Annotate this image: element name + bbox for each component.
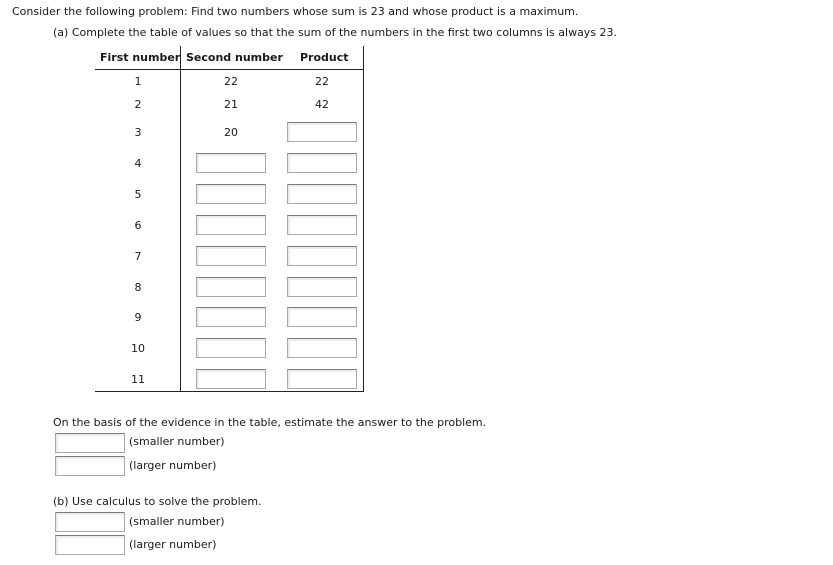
part-b-instruction: (b) Use calculus to solve the problem. (53, 495, 262, 508)
table-divider-vertical (180, 46, 181, 392)
first-number-cell: 9 (134, 311, 142, 324)
second-number-input[interactable] (196, 307, 266, 327)
product-input[interactable] (287, 338, 357, 358)
estimate-smaller-input[interactable] (55, 433, 125, 453)
header-second-number: Second number (186, 51, 283, 64)
table-bottom-rule (95, 391, 364, 392)
product-cell: 22 (315, 75, 329, 88)
product-input[interactable] (287, 307, 357, 327)
calculus-smaller-input[interactable] (55, 512, 125, 532)
table-header-rule (95, 69, 364, 70)
first-number-cell: 11 (131, 373, 145, 386)
second-number-input[interactable] (196, 369, 266, 389)
product-input[interactable] (287, 153, 357, 173)
first-number-cell: 3 (134, 126, 142, 139)
header-first-number: First number (100, 51, 181, 64)
product-input[interactable] (287, 184, 357, 204)
second-number-cell: 20 (224, 126, 238, 139)
calculus-larger-input[interactable] (55, 535, 125, 555)
first-number-cell: 10 (131, 342, 145, 355)
calculus-larger-label: (larger number) (129, 538, 217, 551)
first-number-cell: 1 (134, 75, 142, 88)
first-number-cell: 5 (134, 188, 142, 201)
second-number-cell: 21 (224, 98, 238, 111)
second-number-input[interactable] (196, 215, 266, 235)
second-number-input[interactable] (196, 184, 266, 204)
first-number-cell: 2 (134, 98, 142, 111)
product-cell: 42 (315, 98, 329, 111)
estimate-smaller-label: (smaller number) (129, 435, 225, 448)
part-a-instruction: (a) Complete the table of values so that the sum of the numbers in the first two columns is always 23. (53, 26, 618, 39)
product-input[interactable] (287, 122, 357, 142)
first-number-cell: 4 (134, 157, 142, 170)
problem-statement: Consider the following problem: Find two numbers whose sum is 23 and whose product is a maximum. (12, 5, 579, 18)
first-number-cell: 6 (134, 219, 142, 232)
first-number-cell: 8 (134, 281, 142, 294)
first-number-cell: 7 (134, 250, 142, 263)
second-number-cell: 22 (224, 75, 238, 88)
second-number-input[interactable] (196, 338, 266, 358)
estimate-prompt: On the basis of the evidence in the table, estimate the answer to the problem. (53, 416, 487, 429)
product-input[interactable] (287, 369, 357, 389)
table-border-right (363, 46, 364, 392)
product-input[interactable] (287, 215, 357, 235)
estimate-larger-input[interactable] (55, 456, 125, 476)
calculus-smaller-label: (smaller number) (129, 515, 225, 528)
product-input[interactable] (287, 277, 357, 297)
header-product: Product (300, 51, 349, 64)
product-input[interactable] (287, 246, 357, 266)
estimate-larger-label: (larger number) (129, 459, 217, 472)
second-number-input[interactable] (196, 246, 266, 266)
second-number-input[interactable] (196, 277, 266, 297)
second-number-input[interactable] (196, 153, 266, 173)
